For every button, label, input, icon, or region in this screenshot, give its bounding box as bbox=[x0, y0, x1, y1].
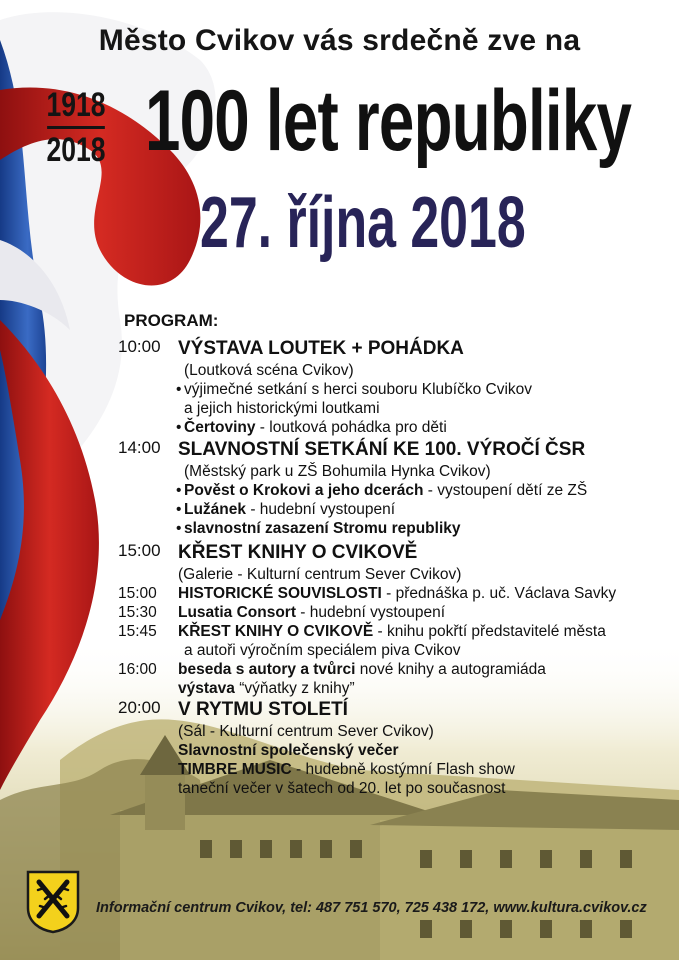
event-date: 27. října 2018 bbox=[200, 183, 526, 263]
section-title: VÝSTAVA LOUTEK + POHÁDKA bbox=[178, 338, 464, 359]
bullet-item: • slavnostní zasazení Stromu republiky bbox=[176, 520, 461, 537]
bullet-item: • Lužánek - hudební vystoupení bbox=[176, 501, 396, 518]
schedule-item: 15:30 Lusatia Consort - hudební vystoupení bbox=[118, 604, 446, 621]
section-time: 20:00 bbox=[118, 698, 161, 717]
section-line: Slavnostní společenský večer bbox=[178, 742, 399, 759]
year-start: 1918 bbox=[46, 86, 106, 124]
program-label: PROGRAM: bbox=[124, 311, 219, 330]
section-title: V RYTMU STOLETÍ bbox=[178, 699, 348, 720]
year-divider bbox=[47, 126, 105, 129]
building-body bbox=[120, 810, 420, 960]
bullet-item: • Pověst o Krokovi a jeho dcerách - vystoupení dětí ze ZŠ bbox=[176, 482, 588, 499]
year-end: 2018 bbox=[46, 131, 106, 169]
section-time: 10:00 bbox=[118, 337, 161, 356]
section-title: KŘEST KNIHY O CVIKOVĚ bbox=[178, 542, 418, 563]
schedule-item: 16:00 beseda s autory a tvůrci nové knihy a autogramiáda bbox=[118, 661, 546, 678]
schedule-item: 15:45 KŘEST KNIHY O CVIKOVĚ - knihu pokřtí představitelé města bbox=[118, 623, 606, 640]
right-building bbox=[380, 820, 679, 960]
bullet-item: • Čertoviny - loutková pohádka pro děti bbox=[176, 419, 447, 436]
section-venue: (Sál - Kulturní centrum Sever Cvikov) bbox=[178, 723, 434, 740]
footer-contact: Informační centrum Cvikov, tel: 487 751 570, 725 438 172, www.kultura.cvikov.cz bbox=[96, 900, 647, 916]
town-crest-icon bbox=[26, 870, 80, 934]
section-venue: (Loutková scéna Cvikov) bbox=[184, 362, 354, 379]
section-time: 15:00 bbox=[118, 541, 161, 560]
bullet-continuation: a jejich historickými loutkami bbox=[184, 400, 380, 417]
bullet-item: • výjimečné setkání s herci souboru Klubíčko Cvikov bbox=[176, 381, 533, 398]
year-range bbox=[44, 86, 108, 169]
program-section-2 bbox=[118, 438, 668, 538]
program-section-3 bbox=[118, 541, 668, 698]
program-section-1 bbox=[118, 337, 668, 437]
section-venue: (Galerie - Kulturní centrum Sever Cvikov) bbox=[178, 566, 462, 583]
section-time: 14:00 bbox=[118, 438, 161, 457]
schedule-continuation: a autoři výročním speciálem piva Cvikov bbox=[184, 642, 461, 659]
schedule-item: výstava “výňatky z knihy” bbox=[178, 680, 355, 697]
invitation-line: Město Cvikov vás srdečně zve na bbox=[98, 24, 581, 57]
section-venue: (Městský park u ZŠ Bohumila Hynka Cvikov) bbox=[184, 463, 491, 480]
schedule-item: 15:00 HISTORICKÉ SOUVISLOSTI - přednáška p. uč. Václava Savky bbox=[118, 585, 617, 602]
section-line: taneční večer v šatech od 20. let po současnost bbox=[178, 780, 506, 797]
program-section-4 bbox=[118, 698, 668, 798]
section-title: SLAVNOSTNÍ SETKÁNÍ KE 100. VÝROČÍ ČSR bbox=[178, 439, 586, 460]
section-line: TIMBRE MUSIC - hudebně kostýmní Flash show bbox=[178, 761, 515, 778]
page-title: 100 let republiky bbox=[145, 73, 632, 169]
